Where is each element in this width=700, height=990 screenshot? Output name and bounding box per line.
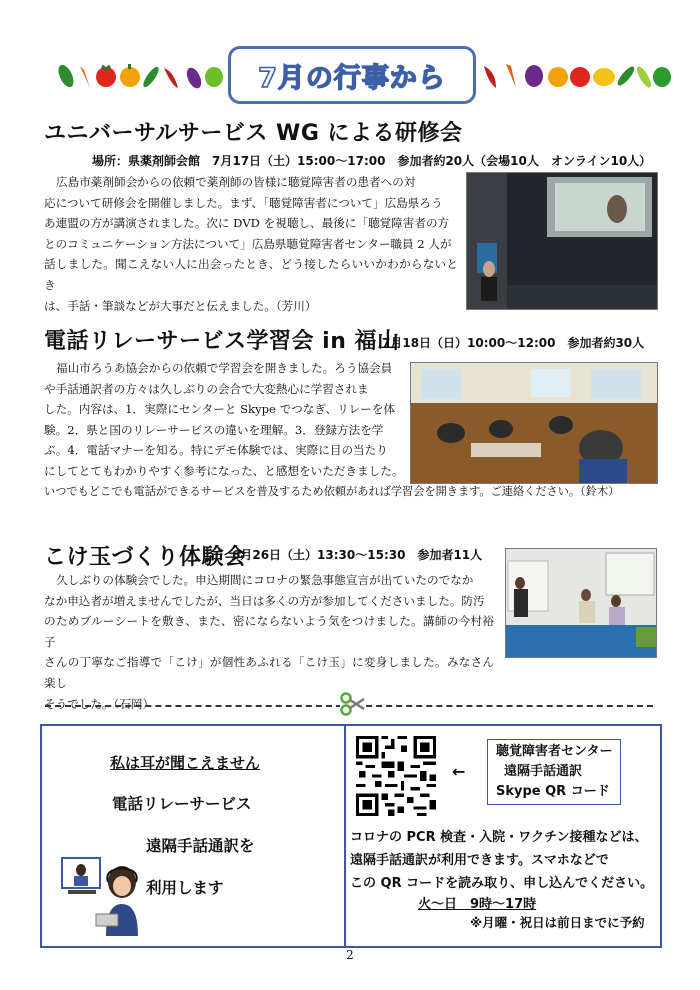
section3-line: そうでした。（石岡） xyxy=(44,696,155,711)
section1-body xyxy=(44,172,458,316)
section3-line: なか申込者が増えませんでしたが、当日は多くの方が参加してくださいました。防汚 xyxy=(44,593,485,608)
page-number: 2 xyxy=(346,948,354,962)
section2-title: 電話リレーサービス学習会 in 福山 xyxy=(44,329,400,354)
sign-language-interpreter-icon xyxy=(60,852,150,936)
section3-line: のためブルーシートを敷き、また、密にならないよう気をつけました。講師の今村裕子 xyxy=(44,614,494,649)
section2-line: や手話通訳者の方々は久しぶりの会合で大変熱心に学習されま xyxy=(44,381,369,396)
classroom-photo-image xyxy=(411,363,657,483)
section3-meta: 6月26日（土）13:30～15:30 参加者11人 xyxy=(232,548,483,562)
scissors-icon xyxy=(340,691,366,717)
section1-line: は、手話・筆談などが大事だと伝えました。（芳川） xyxy=(44,298,317,313)
banner-title-box xyxy=(228,46,476,104)
section2-line: ぶ。4．電話マナーを知る。特にデモ体験では、実際に目の当たり xyxy=(44,443,388,458)
skype-label-line: 聴覚障害者センター xyxy=(496,744,613,759)
notice-box-divider xyxy=(344,724,346,946)
skype-label-line: Skype QR コード xyxy=(496,784,610,799)
section1-line: とのコミュニケーション方法について」広島県聴覚障害者センター職員 2 人が xyxy=(44,236,452,251)
vegetable-decoration-left xyxy=(56,60,226,90)
vegetable-icon xyxy=(56,60,226,90)
section3-photo xyxy=(505,548,657,658)
section1-line: あ連盟の方が講演されました。次に DVD を視聴し、最後に「聴覚障害者の方 xyxy=(44,216,450,231)
section1-line: 話しました。聞こえない人に出会ったとき、どう接したらいいかわからないとき xyxy=(44,257,458,292)
section2-line: 福山市ろうあ協会からの依頼で学習会を開きました。ろう協会員 xyxy=(56,361,393,375)
section3-title: こけ玉づくり体験会 xyxy=(44,545,247,570)
workshop-photo-image xyxy=(506,549,656,657)
notice-left-line-3: 遠隔手話通訳を xyxy=(146,837,255,855)
notice-hours: 火～日 9時～17時 xyxy=(418,897,537,912)
section2-body xyxy=(44,358,404,482)
section1-line: 応について研修会を開催しました。まず、「聴覚障害者について」広島県ろう xyxy=(44,195,443,210)
section2-line: した。内容は、1．実際にセンターと Skype でつなぎ、リレーを体 xyxy=(44,402,396,417)
skype-label-line: 遠隔手話通訳 xyxy=(504,764,583,779)
section3-line: さんの丁寧なご指導で「こけ」が個性あふれる「こけ玉」に変身しました。みなさん楽し xyxy=(44,655,494,690)
section2-line: 験。2．県と国のリレーサービスの違いを理解。3．登録方法を学 xyxy=(44,422,384,437)
section1-line: 広島市薬剤師会からの依頼で薬剤師の皆様に聴覚障害者の患者への対 xyxy=(56,175,416,189)
section2-photo xyxy=(410,362,658,484)
section2-meta: 7月18日（日）10:00～12:00 参加者約30人 xyxy=(382,336,645,350)
vegetable-icon xyxy=(478,60,673,90)
video-call-illustration xyxy=(60,852,150,936)
section1-photo xyxy=(466,172,658,310)
qr-code xyxy=(356,736,436,816)
lecture-photo-image xyxy=(467,173,657,309)
notice-right-line-1: コロナの PCR 検査・入院・ワクチン接種などは、 xyxy=(350,830,648,845)
notice-reservation-note: ※月曜・祝日は前日までに予約 xyxy=(470,915,645,930)
notice-right-line-2: 遠隔手話通訳が利用できます。スマホなどで xyxy=(350,853,609,868)
notice-right-line-3: この QR コードを読み取り、申し込んでください。 xyxy=(350,876,654,891)
qr-code-icon xyxy=(356,736,436,816)
section3-line: 久しぶりの体験会でした。申込期間にコロナの緊急事態宣言が出ていたのでなか xyxy=(56,573,474,587)
notice-left-line-2: 電話リレーサービス xyxy=(112,795,252,813)
notice-left-line-4: 利用します xyxy=(146,879,224,897)
skype-qr-label-box xyxy=(487,739,621,805)
arrow-left-icon: ← xyxy=(452,762,466,781)
section3-body xyxy=(44,570,494,714)
section1-title: ユニバーサルサービス WG による研修会 xyxy=(44,121,463,146)
section1-meta: 場所：県薬剤師会館 7月17日（土）15:00～17:00 参加者約20人（会場10人 オンライン10人） xyxy=(92,154,652,168)
section2-last-line: いつでもどこでも電話ができるサービスを普及するため依頼があれば学習会を開きます。ご連絡ください。（鈴木） xyxy=(44,485,620,498)
section2-line: にしてとてもわかりやすく参考になった、と感想をいただきました。 xyxy=(44,463,404,478)
notice-left-line-1: 私は耳が聞こえません xyxy=(110,754,261,772)
vegetable-decoration-right xyxy=(478,60,673,90)
banner-title: 7月の行事から xyxy=(258,62,446,94)
